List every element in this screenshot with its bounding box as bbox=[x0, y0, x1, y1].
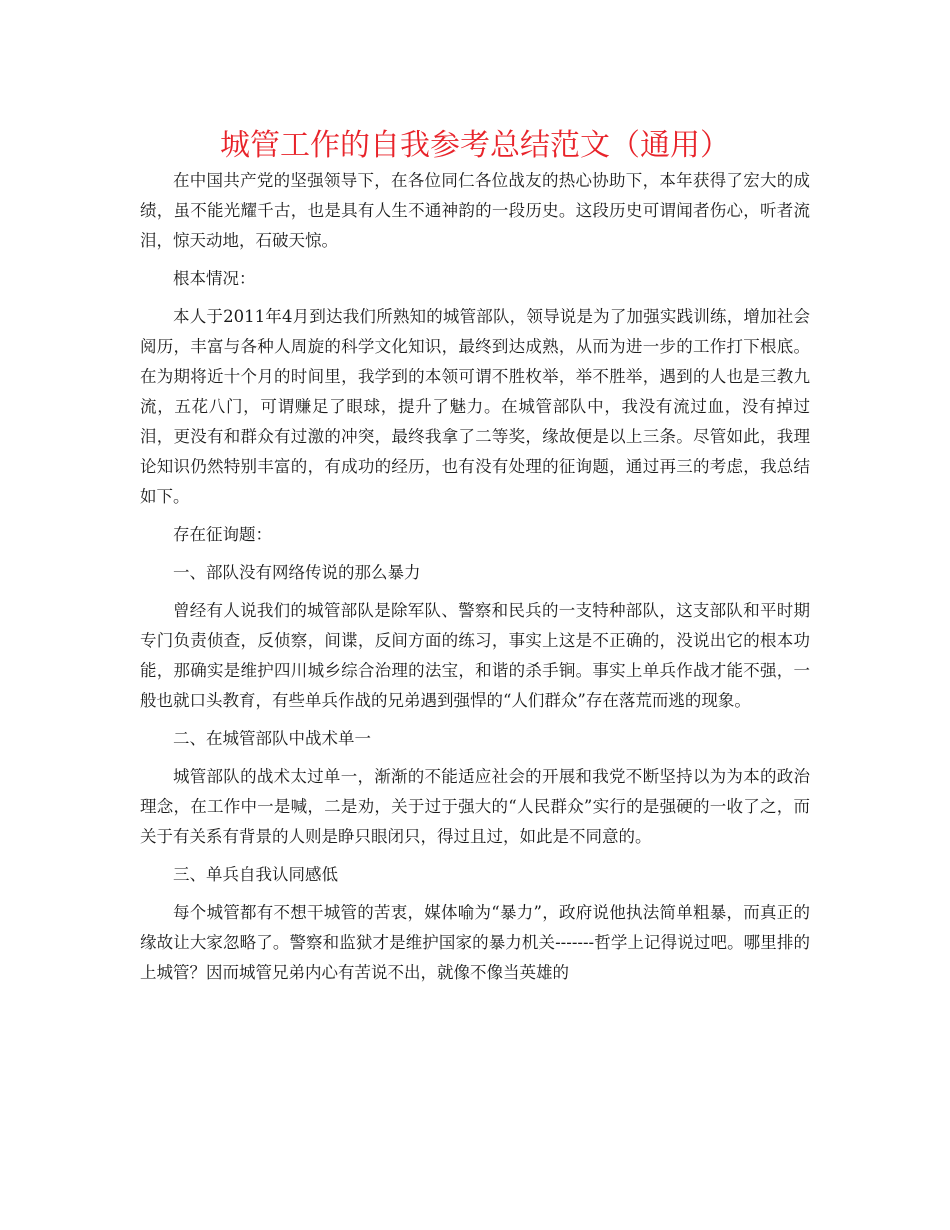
document-title: 城管工作的自我参考总结范文（通用） bbox=[220, 128, 730, 163]
paragraph-basic-situation: 本人于2011年4月到达我们所熟知的城管部队，领导说是为了加强实践训练，增加社会阅历，丰富与各种人周旋的科学文化知识，最终到达成熟，从而为进一步的工作打下根底。在为期将近十个月的时间里，我学到的本领可谓不胜枚举，举不胜举，遇到的人也是三教九流，五花八门，可谓赚足了眼球，提升了魅力。在城管部队中，我没有流过血，没有掉过泪，更没有和群众有过激的冲突，最终我拿了二等奖，缘故便是以上三条。尽管如此，我理论知识仍然特别丰富的，有成功的经历，也有没有处理的征询题，通过再三的考虑，我总结如下。 bbox=[140, 307, 810, 506]
subheading-problem-2: 二、在城管部队中战术单一 bbox=[173, 729, 371, 748]
paragraph-intro: 在中国共产党的坚强领导下，在各位同仁各位战友的热心协助下，本年获得了宏大的成绩，虽不能光耀千古，也是具有人生不通神韵的一段历史。这段历史可谓闻者伤心，听者流泪，惊天动地，石破天惊。 bbox=[140, 171, 810, 250]
paragraph-problem-2: 城管部队的战术太过单一，渐渐的不能适应社会的开展和我党不断坚持以为为本的政治理念，在工作中一是喊，二是劝，关于过于强大的“人民群众”实行的是强硬的一收了之，而关于有关系有背景的人则是睁只眼闭只，得过且过，如此是不同意的。 bbox=[140, 767, 810, 846]
section-heading-basic-situation: 根本情况： bbox=[173, 269, 256, 288]
paragraph-problem-3: 每个城管都有不想干城管的苦衷，媒体喻为“暴力”，政府说他执法简单粗暴，而真正的缘故让大家忽略了。警察和监狱才是维护国家的暴力机关-------哲学上记得说过吧。哪里排的上城管？因而城管兄弟内心有苦说不出，就像不像当英雄的 bbox=[140, 903, 810, 982]
subheading-problem-1: 一、部队没有网络传说的那么暴力 bbox=[173, 563, 421, 582]
document-body bbox=[140, 166, 810, 996]
subheading-problem-3: 三、单兵自我认同感低 bbox=[173, 865, 338, 884]
paragraph-problem-1: 曾经有人说我们的城管部队是除军队、警察和民兵的一支特种部队，这支部队和平时期专门负责侦查，反侦察，间谍，反间方面的练习，事实上这是不正确的，没说出它的根本功能，那确实是维护四川城乡综合治理的法宝，和谐的杀手锏。事实上单兵作战才能不强，一般也就口头教育，有些单兵作战的兄弟遇到强悍的“人们群众”存在落荒而逃的现象。 bbox=[140, 601, 810, 710]
section-heading-existing-problems: 存在征询题： bbox=[173, 525, 272, 544]
